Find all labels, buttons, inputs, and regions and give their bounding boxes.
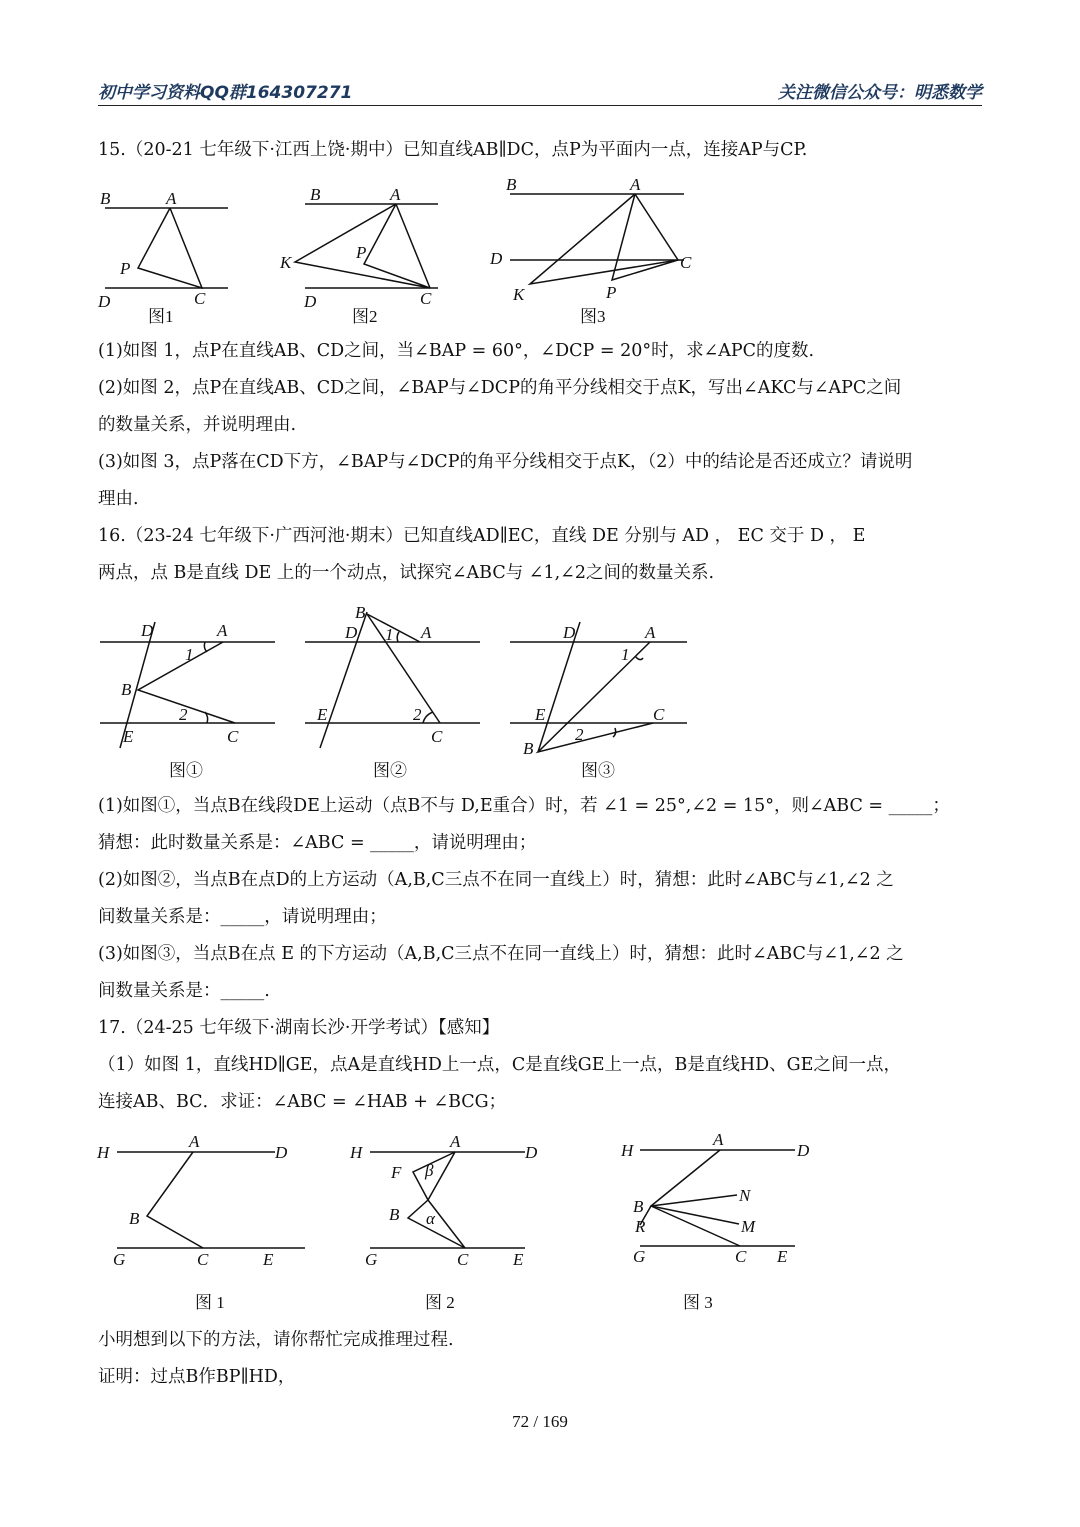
svg-text:C: C xyxy=(431,727,443,746)
q15-figures xyxy=(90,170,730,330)
q17-line2: 证明：过点B作BP∥HD， xyxy=(98,1367,296,1387)
q16-stem-a: 16.（23-24 七年级下·广西河池·期末）已知直线AD∥EC，直线 DE 分别与 AD ， EC 交于 D ， E xyxy=(98,526,866,546)
svg-text:α: α xyxy=(426,1209,435,1228)
svg-text:C: C xyxy=(197,1250,209,1269)
q15-part3a: (3)如图 3，点P落在CD下方，∠BAP与∠DCP的角平分线相交于点K，（2）中的结论是否还成立？请说明 xyxy=(98,452,913,472)
q15-part1: (1)如图 1，点P在直线AB、CD之间，当∠BAP = 60°，∠DCP = 20°时，求∠APC的度数. xyxy=(98,341,815,361)
q15-figure-1 xyxy=(97,189,228,326)
svg-text:D: D xyxy=(275,1143,288,1162)
svg-text:H: H xyxy=(97,1143,110,1162)
svg-text:E: E xyxy=(123,727,134,746)
q15-part2b: 的数量关系，并说明理由. xyxy=(98,415,297,435)
svg-text:B: B xyxy=(310,185,321,204)
svg-text:2: 2 xyxy=(413,705,422,724)
q16-part2a: (2)如图②，当点B在点D的上方运动（A,B,C三点不在同一直线上）时，猜想：此时∠ABC与∠1,∠2 之 xyxy=(98,870,894,890)
svg-text:K: K xyxy=(280,253,292,272)
q15-stem: 15.（20-21 七年级下·江西上饶·期中）已知直线AB∥DC，点P为平面内一点，连接AP与CP. xyxy=(98,140,808,160)
svg-text:P: P xyxy=(120,259,131,278)
svg-text:B: B xyxy=(389,1205,400,1224)
svg-text:B: B xyxy=(355,603,366,622)
svg-text:D: D xyxy=(563,623,576,642)
q16-part3a: (3)如图③，当点B在点 E 的下方运动（A,B,C三点不在同一直线上）时，猜想：此时∠ABC与∠1,∠2 之 xyxy=(98,944,904,964)
svg-text:A: A xyxy=(390,185,401,204)
q17-part1b: 连接AB、BC．求证：∠ABC = ∠HAB + ∠BCG； xyxy=(98,1092,507,1112)
svg-text:B: B xyxy=(523,739,534,758)
svg-text:E: E xyxy=(263,1250,274,1269)
svg-text:H: H xyxy=(350,1143,363,1162)
svg-text:C: C xyxy=(735,1247,747,1266)
svg-text:A: A xyxy=(450,1132,461,1151)
svg-text:A: A xyxy=(713,1130,724,1149)
page-number: 72 / 169 xyxy=(512,1412,568,1431)
svg-text:G: G xyxy=(633,1247,646,1266)
svg-text:G: G xyxy=(113,1250,126,1269)
svg-text:D: D xyxy=(345,623,358,642)
q16-figures xyxy=(95,600,695,785)
q16-part1a: (1)如图①，当点B在线段DE上运动（点B不与 D,E重合）时，若 ∠1 = 25°,∠2 = 15°，则∠ABC = _____； xyxy=(98,796,950,816)
q17-line1: 小明想到以下的方法，请你帮忙完成推理过程. xyxy=(98,1330,454,1350)
svg-text:D: D xyxy=(141,621,154,640)
svg-text:R: R xyxy=(635,1217,646,1236)
q17-figure-2 xyxy=(349,1132,538,1312)
svg-text:A: A xyxy=(645,623,656,642)
header-right: 关注微信公众号：明悉数学 xyxy=(778,83,982,103)
svg-text:M: M xyxy=(741,1217,756,1236)
svg-text:C: C xyxy=(420,289,432,308)
svg-text:1: 1 xyxy=(385,625,394,644)
q16-part1b: 猜想：此时数量关系是：∠ABC = _____，请说明理由； xyxy=(98,833,537,853)
q16-part2b: 间数量关系是：_____，请说明理由； xyxy=(98,907,387,927)
svg-text:C: C xyxy=(457,1250,469,1269)
svg-text:B: B xyxy=(506,175,517,194)
svg-text:1: 1 xyxy=(621,645,630,664)
svg-text:G: G xyxy=(365,1250,378,1269)
svg-text:C: C xyxy=(194,289,206,308)
header-left: 初中学习资料QQ群164307271 xyxy=(98,83,353,103)
svg-text:图③: 图③ xyxy=(581,761,615,780)
svg-text:D: D xyxy=(304,292,317,311)
q17-stem: 17.（24-25 七年级下·湖南长沙·开学考试）【感知】 xyxy=(98,1018,500,1038)
svg-text:2: 2 xyxy=(179,705,188,724)
svg-text:图2: 图2 xyxy=(352,307,378,326)
svg-text:B: B xyxy=(121,680,132,699)
svg-text:P: P xyxy=(356,243,367,262)
q16-figure-1 xyxy=(100,621,275,780)
svg-text:D: D xyxy=(490,249,503,268)
q16-part3b: 间数量关系是：_____. xyxy=(98,981,270,1001)
svg-text:E: E xyxy=(317,705,328,724)
svg-text:H: H xyxy=(621,1141,634,1160)
svg-text:K: K xyxy=(513,285,525,304)
svg-text:C: C xyxy=(680,253,692,272)
svg-text:D: D xyxy=(525,1143,538,1162)
svg-text:A: A xyxy=(189,1132,200,1151)
svg-text:E: E xyxy=(513,1250,524,1269)
svg-text:P: P xyxy=(606,283,617,302)
svg-text:2: 2 xyxy=(575,725,584,744)
svg-text:F: F xyxy=(391,1163,402,1182)
svg-text:C: C xyxy=(227,727,239,746)
q17-figure-3 xyxy=(620,1130,810,1312)
svg-text:图 3: 图 3 xyxy=(683,1293,713,1312)
svg-text:1: 1 xyxy=(185,645,194,664)
svg-text:图①: 图① xyxy=(169,761,203,780)
q16-figure-2 xyxy=(305,603,480,780)
q15-part2a: (2)如图 2，点P在直线AB、CD之间，∠BAP与∠DCP的角平分线相交于点K，写出∠AKC与∠APC之间 xyxy=(98,378,902,398)
svg-text:C: C xyxy=(653,705,665,724)
svg-text:图②: 图② xyxy=(373,761,407,780)
q17-figures xyxy=(95,1128,835,1318)
svg-text:图 2: 图 2 xyxy=(425,1293,455,1312)
q16-figure-3 xyxy=(510,622,687,780)
svg-text:D: D xyxy=(797,1141,810,1160)
q15-figure-2 xyxy=(279,185,438,326)
svg-text:E: E xyxy=(777,1247,788,1266)
svg-text:B: B xyxy=(100,189,111,208)
svg-text:β: β xyxy=(425,1161,434,1180)
q17-part1a: （1）如图 1，直线HD∥GE，点A是直线HD上一点，C是直线GE上一点，B是直线HD、GE之间一点， xyxy=(98,1055,901,1075)
svg-text:A: A xyxy=(630,175,641,194)
svg-text:A: A xyxy=(421,623,432,642)
svg-text:A: A xyxy=(166,189,177,208)
q15-part3b: 理由. xyxy=(98,489,139,509)
svg-text:N: N xyxy=(739,1186,751,1205)
svg-text:B: B xyxy=(633,1197,644,1216)
svg-text:D: D xyxy=(98,292,111,311)
svg-text:B: B xyxy=(129,1209,140,1228)
header-divider xyxy=(98,105,982,106)
svg-text:E: E xyxy=(535,705,546,724)
q17-figure-1 xyxy=(96,1132,305,1312)
svg-text:图1: 图1 xyxy=(148,307,174,326)
svg-text:图3: 图3 xyxy=(580,307,606,326)
q16-stem-b: 两点，点 B是直线 DE 上的一个动点，试探究∠ABC与 ∠1,∠2之间的数量关系. xyxy=(98,563,715,583)
svg-text:图 1: 图 1 xyxy=(195,1293,225,1312)
q15-figure-3 xyxy=(489,175,692,326)
svg-text:A: A xyxy=(217,621,228,640)
